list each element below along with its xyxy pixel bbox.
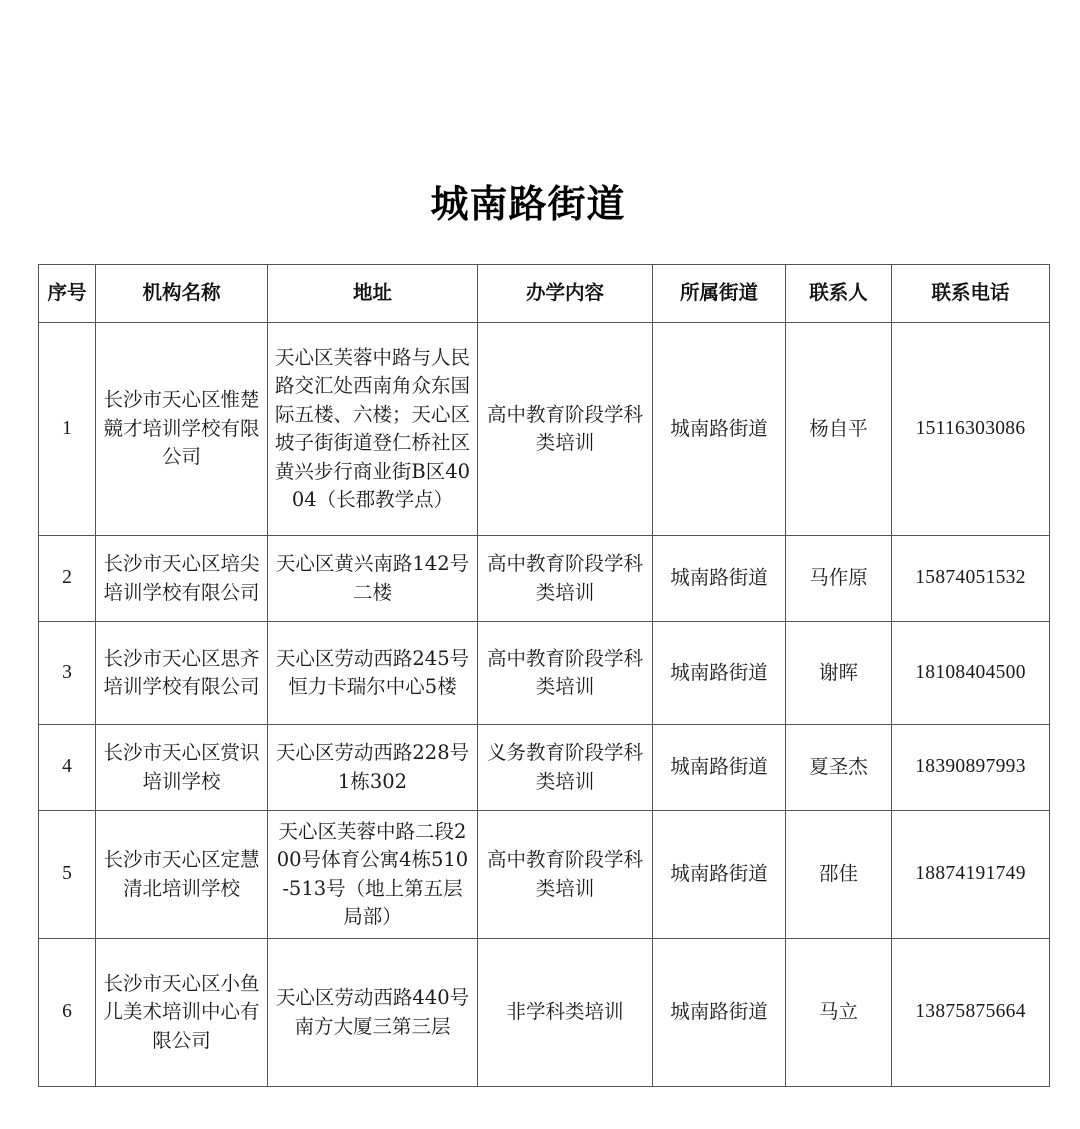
table-row bbox=[39, 622, 1050, 725]
cell-street: 城南路街道 bbox=[653, 939, 786, 1087]
cell-no: 2 bbox=[39, 536, 96, 622]
cell-content: 高中教育阶段学科类培训 bbox=[478, 622, 653, 725]
cell-contact: 杨自平 bbox=[786, 323, 892, 536]
cell-street: 城南路街道 bbox=[653, 725, 786, 811]
cell-phone: 15116303086 bbox=[892, 323, 1050, 536]
cell-address: 天心区劳动西路245号恒力卡瑞尔中心5楼 bbox=[268, 622, 478, 725]
cell-street: 城南路街道 bbox=[653, 323, 786, 536]
cell-contact: 马立 bbox=[786, 939, 892, 1087]
table-row bbox=[39, 725, 1050, 811]
cell-no: 6 bbox=[39, 939, 96, 1087]
cell-contact: 邵佳 bbox=[786, 811, 892, 939]
header-phone: 联系电话 bbox=[892, 265, 1050, 323]
cell-no: 3 bbox=[39, 622, 96, 725]
cell-phone: 18874191749 bbox=[892, 811, 1050, 939]
cell-name: 长沙市天心区培尖培训学校有限公司 bbox=[96, 536, 268, 622]
cell-address: 天心区芙蓉中路与人民路交汇处西南角众东国际五楼、六楼；天心区坡子街街道登仁桥社区黄兴步行商业街B区4004（长郡教学点） bbox=[268, 323, 478, 536]
header-street: 所属街道 bbox=[653, 265, 786, 323]
cell-street: 城南路街道 bbox=[653, 622, 786, 725]
cell-address: 天心区芙蓉中路二段200号体育公寓4栋510-513号（地上第五层局部） bbox=[268, 811, 478, 939]
header-content: 办学内容 bbox=[478, 265, 653, 323]
cell-content: 高中教育阶段学科类培训 bbox=[478, 323, 653, 536]
cell-content: 义务教育阶段学科类培训 bbox=[478, 725, 653, 811]
cell-street: 城南路街道 bbox=[653, 811, 786, 939]
cell-name: 长沙市天心区思齐培训学校有限公司 bbox=[96, 622, 268, 725]
cell-content: 高中教育阶段学科类培训 bbox=[478, 811, 653, 939]
cell-no: 5 bbox=[39, 811, 96, 939]
cell-address: 天心区劳动西路440号南方大厦三第三层 bbox=[268, 939, 478, 1087]
header-address: 地址 bbox=[268, 265, 478, 323]
cell-contact: 夏圣杰 bbox=[786, 725, 892, 811]
page-title: 城南路街道 bbox=[430, 182, 626, 227]
cell-contact: 谢晖 bbox=[786, 622, 892, 725]
cell-name: 长沙市天心区惟楚競才培训学校有限公司 bbox=[96, 323, 268, 536]
cell-phone: 13875875664 bbox=[892, 939, 1050, 1087]
cell-name: 长沙市天心区小鱼儿美术培训中心有限公司 bbox=[96, 939, 268, 1087]
cell-phone: 18108404500 bbox=[892, 622, 1050, 725]
cell-no: 1 bbox=[39, 323, 96, 536]
training-institutions-table bbox=[38, 264, 1050, 1087]
cell-content: 非学科类培训 bbox=[478, 939, 653, 1087]
cell-name: 长沙市天心区定慧清北培训学校 bbox=[96, 811, 268, 939]
cell-phone: 15874051532 bbox=[892, 536, 1050, 622]
table-row bbox=[39, 939, 1050, 1087]
table-header-row bbox=[39, 265, 1050, 323]
cell-contact: 马作原 bbox=[786, 536, 892, 622]
cell-address: 天心区黄兴南路142号二楼 bbox=[268, 536, 478, 622]
cell-street: 城南路街道 bbox=[653, 536, 786, 622]
table-row bbox=[39, 811, 1050, 939]
cell-content: 高中教育阶段学科类培训 bbox=[478, 536, 653, 622]
cell-address: 天心区劳动西路228号1栋302 bbox=[268, 725, 478, 811]
table-row bbox=[39, 536, 1050, 622]
header-no: 序号 bbox=[39, 265, 96, 323]
cell-name: 长沙市天心区赏识培训学校 bbox=[96, 725, 268, 811]
header-contact: 联系人 bbox=[786, 265, 892, 323]
cell-no: 4 bbox=[39, 725, 96, 811]
header-name: 机构名称 bbox=[96, 265, 268, 323]
table-row bbox=[39, 323, 1050, 536]
cell-phone: 18390897993 bbox=[892, 725, 1050, 811]
